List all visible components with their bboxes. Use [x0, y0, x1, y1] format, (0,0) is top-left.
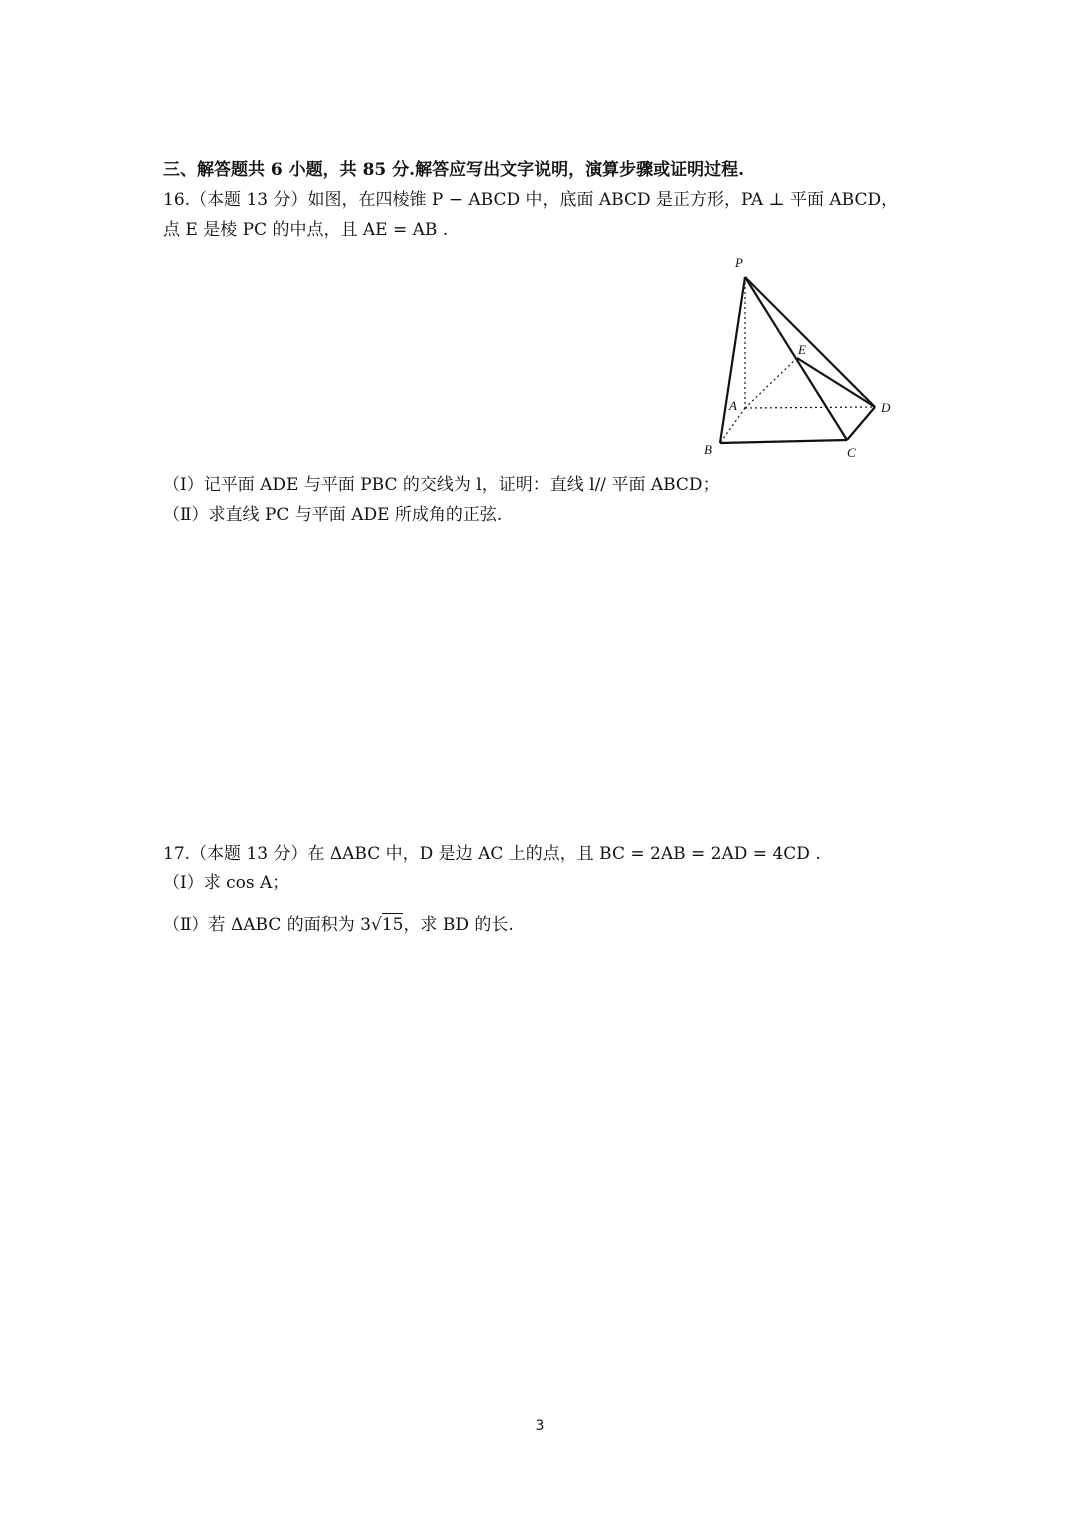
edge-ad: [745, 407, 875, 408]
question-16-line-1: 16.（本题 13 分）如图，在四棱锥 P − ABCD 中，底面 ABCD 是正方形，PA ⊥ 平面 ABCD，: [163, 190, 899, 210]
part-2-prefix: （Ⅱ）若 ΔABC 的面积为 3: [163, 915, 371, 935]
label-e: E: [798, 342, 806, 357]
part-2-suffix: ，求 BD 的长.: [403, 915, 514, 935]
question-16-part-2: （Ⅱ）求直线 PC 与平面 ADE 所成角的正弦.: [163, 505, 503, 525]
question-17-part-2: [163, 913, 514, 937]
section-heading: 三、解答题共 6 小题，共 85 分.解答应写出文字说明，演算步骤或证明过程.: [163, 160, 744, 180]
edge-pb: [720, 277, 745, 443]
label-a: A: [729, 398, 737, 413]
question-16-part-1: （Ⅰ）记平面 ADE 与平面 PBC 的交线为 l，证明：直线 l// 平面 ABCD；: [163, 475, 720, 495]
edge-bc: [720, 440, 847, 443]
pyramid-figure: [690, 250, 910, 465]
page-number: 3: [535, 1418, 545, 1434]
label-p: P: [735, 255, 743, 270]
question-17-line-1: 17.（本题 13 分）在 ΔABC 中，D 是边 AC 上的点，且 BC = 2AB = 2AD = 4CD .: [163, 844, 821, 864]
sqrt-symbol: √: [370, 915, 382, 935]
label-d: D: [881, 400, 891, 415]
edge-cd: [847, 407, 875, 440]
edge-ed: [797, 358, 875, 407]
edge-pd: [745, 277, 875, 407]
label-c: C: [847, 445, 856, 460]
question-17-part-1: （Ⅰ）求 cos A；: [163, 873, 290, 893]
sqrt-radicand: 15: [381, 915, 404, 935]
label-b: B: [704, 442, 712, 457]
question-16-line-2: 点 E 是棱 PC 的中点，且 AE = AB .: [163, 220, 449, 240]
edge-ae: [745, 358, 797, 408]
